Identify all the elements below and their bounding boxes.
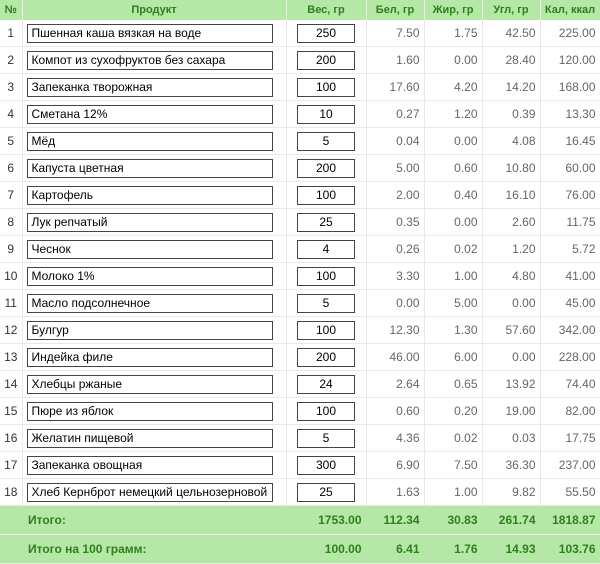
fat-value: 0.02: [424, 425, 482, 452]
product-cell: [22, 290, 286, 317]
col-header-carbs: Угл, гр: [482, 0, 540, 20]
carbs-value: 2.60: [482, 209, 540, 236]
table-row: [0, 47, 600, 74]
product-cell: [22, 263, 286, 290]
kcal-value: 55.50: [540, 479, 600, 506]
col-header-kcal: Кал, ккал: [540, 0, 600, 20]
per100-weight: 100.00: [286, 535, 366, 564]
col-header-fat: Жир, гр: [424, 0, 482, 20]
product-cell: [22, 155, 286, 182]
fat-value: 0.00: [424, 47, 482, 74]
carbs-value: 0.39: [482, 101, 540, 128]
weight-field[interactable]: 25: [297, 213, 355, 232]
product-field[interactable]: Булгур: [27, 321, 273, 340]
row-number: 8: [0, 209, 22, 236]
fat-value: 1.00: [424, 479, 482, 506]
per100-label: Итого на 100 грамм:: [0, 535, 286, 564]
weight-cell: [286, 398, 366, 425]
kcal-value: 225.00: [540, 20, 600, 47]
product-field[interactable]: Желатин пищевой: [27, 429, 273, 448]
weight-cell: [286, 371, 366, 398]
weight-cell: [286, 425, 366, 452]
row-number: 3: [0, 74, 22, 101]
table-row: [0, 425, 600, 452]
carbs-value: 42.50: [482, 20, 540, 47]
product-field[interactable]: Хлеб Кернброт немецкий цельнозерновой: [27, 483, 273, 502]
totals-fat: 30.83: [424, 506, 482, 535]
totals-protein: 112.34: [366, 506, 424, 535]
table-row: [0, 263, 600, 290]
kcal-value: 342.00: [540, 317, 600, 344]
protein-value: 0.26: [366, 236, 424, 263]
kcal-value: 17.75: [540, 425, 600, 452]
fat-value: 1.30: [424, 317, 482, 344]
header-row: [0, 0, 600, 20]
row-number: 14: [0, 371, 22, 398]
product-cell: [22, 398, 286, 425]
fat-value: 4.20: [424, 74, 482, 101]
kcal-value: 41.00: [540, 263, 600, 290]
fat-value: 6.00: [424, 344, 482, 371]
carbs-value: 28.40: [482, 47, 540, 74]
table-row: [0, 317, 600, 344]
weight-cell: [286, 74, 366, 101]
weight-cell: [286, 101, 366, 128]
product-field[interactable]: Лук репчатый: [27, 213, 273, 232]
table-row: [0, 398, 600, 425]
weight-cell: [286, 317, 366, 344]
protein-value: 5.00: [366, 155, 424, 182]
weight-cell: [286, 236, 366, 263]
table-row: [0, 74, 600, 101]
table-row: [0, 290, 600, 317]
fat-value: 0.00: [424, 128, 482, 155]
per100-kcal: 103.76: [540, 535, 600, 564]
carbs-value: 13.92: [482, 371, 540, 398]
product-field[interactable]: Запеканка творожная: [27, 78, 273, 97]
kcal-value: 168.00: [540, 74, 600, 101]
table-row: [0, 479, 600, 506]
col-header-weight: Вес, гр: [286, 0, 366, 20]
fat-value: 1.75: [424, 20, 482, 47]
protein-value: 2.64: [366, 371, 424, 398]
protein-value: 0.60: [366, 398, 424, 425]
weight-cell: [286, 47, 366, 74]
row-number: 18: [0, 479, 22, 506]
weight-cell: [286, 128, 366, 155]
product-cell: [22, 20, 286, 47]
totals-carbs: 261.74: [482, 506, 540, 535]
product-cell: [22, 47, 286, 74]
protein-value: 2.00: [366, 182, 424, 209]
weight-field[interactable]: 100: [297, 402, 355, 421]
weight-field[interactable]: 5: [297, 429, 355, 448]
weight-cell: [286, 452, 366, 479]
totals-kcal: 1818.87: [540, 506, 600, 535]
row-number: 9: [0, 236, 22, 263]
carbs-value: 1.20: [482, 236, 540, 263]
row-number: 16: [0, 425, 22, 452]
kcal-value: 11.75: [540, 209, 600, 236]
protein-value: 7.50: [366, 20, 424, 47]
product-cell: [22, 209, 286, 236]
totals-weight: 1753.00: [286, 506, 366, 535]
weight-field[interactable]: 5: [297, 294, 355, 313]
product-field[interactable]: Масло подсолнечное: [27, 294, 273, 313]
weight-field[interactable]: 100: [297, 321, 355, 340]
table-row: [0, 101, 600, 128]
protein-value: 6.90: [366, 452, 424, 479]
row-number: 10: [0, 263, 22, 290]
fat-value: 0.65: [424, 371, 482, 398]
row-number: 2: [0, 47, 22, 74]
carbs-value: 19.00: [482, 398, 540, 425]
table-row: [0, 371, 600, 398]
per100-carbs: 14.93: [482, 535, 540, 564]
product-cell: [22, 128, 286, 155]
kcal-value: 237.00: [540, 452, 600, 479]
row-number: 12: [0, 317, 22, 344]
fat-value: 5.00: [424, 290, 482, 317]
row-number: 13: [0, 344, 22, 371]
product-field[interactable]: Индейка филе: [27, 348, 273, 367]
fat-value: 0.00: [424, 209, 482, 236]
weight-cell: [286, 344, 366, 371]
kcal-value: 60.00: [540, 155, 600, 182]
weight-field[interactable]: 250: [297, 24, 355, 43]
kcal-value: 16.45: [540, 128, 600, 155]
weight-field[interactable]: 200: [297, 159, 355, 178]
kcal-value: 82.00: [540, 398, 600, 425]
carbs-value: 36.30: [482, 452, 540, 479]
weight-cell: [286, 290, 366, 317]
fat-value: 1.20: [424, 101, 482, 128]
col-header-product: Продукт: [22, 0, 286, 20]
kcal-value: 120.00: [540, 47, 600, 74]
protein-value: 0.27: [366, 101, 424, 128]
product-field[interactable]: Мёд: [27, 132, 273, 151]
protein-value: 1.63: [366, 479, 424, 506]
product-field[interactable]: Картофель: [27, 186, 273, 205]
table-row: [0, 452, 600, 479]
weight-field[interactable]: 4: [297, 240, 355, 259]
protein-value: 17.60: [366, 74, 424, 101]
row-number: 11: [0, 290, 22, 317]
weight-field[interactable]: 5: [297, 132, 355, 151]
carbs-value: 4.08: [482, 128, 540, 155]
row-number: 7: [0, 182, 22, 209]
col-header-num: №: [0, 0, 22, 20]
fat-value: 7.50: [424, 452, 482, 479]
row-number: 1: [0, 20, 22, 47]
protein-value: 12.30: [366, 317, 424, 344]
weight-field[interactable]: 300: [297, 456, 355, 475]
protein-value: 46.00: [366, 344, 424, 371]
kcal-value: 76.00: [540, 182, 600, 209]
product-cell: [22, 479, 286, 506]
weight-field[interactable]: 10: [297, 105, 355, 124]
fat-value: 1.00: [424, 263, 482, 290]
kcal-value: 13.30: [540, 101, 600, 128]
carbs-value: 10.80: [482, 155, 540, 182]
table-row: [0, 155, 600, 182]
product-field[interactable]: Молоко 1%: [27, 267, 273, 286]
weight-cell: [286, 182, 366, 209]
protein-value: 4.36: [366, 425, 424, 452]
carbs-value: 16.10: [482, 182, 540, 209]
col-header-protein: Бел, гр: [366, 0, 424, 20]
weight-cell: [286, 209, 366, 236]
carbs-value: 57.60: [482, 317, 540, 344]
totals-label: Итого:: [0, 506, 286, 535]
protein-value: 1.60: [366, 47, 424, 74]
carbs-value: 9.82: [482, 479, 540, 506]
product-field[interactable]: Хлебцы ржаные: [27, 375, 273, 394]
table-row: [0, 236, 600, 263]
weight-cell: [286, 20, 366, 47]
weight-field[interactable]: 200: [297, 51, 355, 70]
fat-value: 0.60: [424, 155, 482, 182]
row-number: 5: [0, 128, 22, 155]
product-cell: [22, 74, 286, 101]
weight-field[interactable]: 25: [297, 483, 355, 502]
weight-field[interactable]: 100: [297, 78, 355, 97]
product-cell: [22, 344, 286, 371]
fat-value: 0.40: [424, 182, 482, 209]
fat-value: 0.20: [424, 398, 482, 425]
fat-value: 0.02: [424, 236, 482, 263]
product-field[interactable]: Пюре из яблок: [27, 402, 273, 421]
protein-value: 0.00: [366, 290, 424, 317]
product-cell: [22, 452, 286, 479]
weight-cell: [286, 263, 366, 290]
product-cell: [22, 317, 286, 344]
kcal-value: 228.00: [540, 344, 600, 371]
carbs-value: 14.20: [482, 74, 540, 101]
table-row: [0, 182, 600, 209]
weight-field[interactable]: 100: [297, 267, 355, 286]
weight-field[interactable]: 200: [297, 348, 355, 367]
per100-row: [0, 535, 600, 564]
protein-value: 3.30: [366, 263, 424, 290]
product-field[interactable]: Запеканка овощная: [27, 456, 273, 475]
row-number: 17: [0, 452, 22, 479]
kcal-value: 5.72: [540, 236, 600, 263]
row-number: 15: [0, 398, 22, 425]
table-row: [0, 344, 600, 371]
per100-fat: 1.76: [424, 535, 482, 564]
product-cell: [22, 371, 286, 398]
carbs-value: 0.00: [482, 344, 540, 371]
table-row: [0, 128, 600, 155]
weight-field[interactable]: 24: [297, 375, 355, 394]
carbs-value: 0.03: [482, 425, 540, 452]
product-field[interactable]: Капуста цветная: [27, 159, 273, 178]
row-number: 6: [0, 155, 22, 182]
carbs-value: 4.80: [482, 263, 540, 290]
weight-cell: [286, 479, 366, 506]
protein-value: 0.04: [366, 128, 424, 155]
carbs-value: 0.00: [482, 290, 540, 317]
product-field[interactable]: Сметана 12%: [27, 105, 273, 124]
product-field[interactable]: Компот из сухофруктов без сахара: [27, 51, 273, 70]
row-number: 4: [0, 101, 22, 128]
product-cell: [22, 236, 286, 263]
kcal-value: 74.40: [540, 371, 600, 398]
product-field[interactable]: Чеснок: [27, 240, 273, 259]
product-cell: [22, 101, 286, 128]
product-field[interactable]: Пшенная каша вязкая на воде: [27, 24, 273, 43]
weight-field[interactable]: 100: [297, 186, 355, 205]
protein-value: 0.35: [366, 209, 424, 236]
totals-row: [0, 506, 600, 535]
weight-cell: [286, 155, 366, 182]
product-cell: [22, 182, 286, 209]
per100-protein: 6.41: [366, 535, 424, 564]
table-row: [0, 209, 600, 236]
product-cell: [22, 425, 286, 452]
table-row: [0, 20, 600, 47]
kcal-value: 45.00: [540, 290, 600, 317]
